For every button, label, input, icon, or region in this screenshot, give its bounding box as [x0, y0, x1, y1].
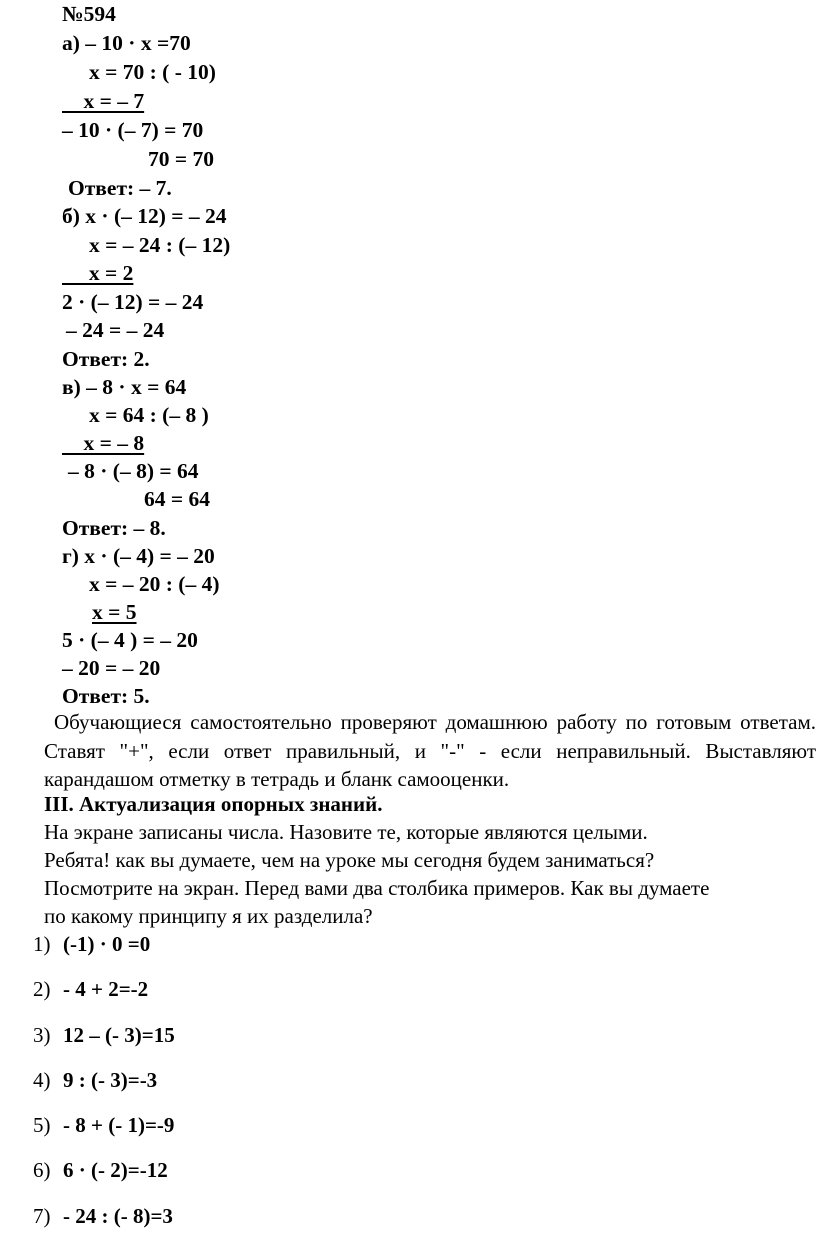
part-b-check-result: – 24 = – 24: [66, 318, 165, 342]
example-item: [33, 1111, 174, 1139]
example-number: 6): [33, 1158, 51, 1182]
part-v-check: – 8 · (– 8) = 64: [68, 459, 199, 483]
example-expression: - 8 + (- 1)=-9: [63, 1113, 175, 1137]
example-number: 5): [33, 1113, 51, 1137]
part-g-solution: х = 5: [92, 600, 137, 624]
example-number: 1): [33, 932, 51, 956]
numbers-task-text: На экране записаны числа. Назовите те, которые являются целыми.: [44, 820, 648, 844]
example-item: [33, 975, 148, 1003]
part-a-step: х = 70 : ( - 10): [89, 60, 216, 84]
screen-instruction-line-2: по какому принципу я их разделила?: [44, 904, 373, 928]
part-a-answer: Ответ: – 7.: [68, 176, 172, 200]
example-expression: 6 · (- 2)=-12: [63, 1158, 168, 1182]
lesson-question-text: Ребята! как вы думаете, чем на уроке мы сегодня будем заниматься?: [44, 848, 655, 872]
example-expression: - 4 + 2=-2: [63, 977, 149, 1001]
example-item: [33, 1021, 175, 1049]
part-g-check-result: – 20 = – 20: [62, 656, 161, 680]
part-b-check: 2 · (– 12) = – 24: [62, 290, 204, 314]
screen-instruction-line-1: Посмотрите на экран. Перед вами два столбика примеров. Как вы думаете: [44, 876, 710, 900]
part-v-check-result: 64 = 64: [144, 487, 211, 511]
part-b-answer: Ответ: 2.: [62, 347, 150, 371]
part-a-check-result: 70 = 70: [148, 147, 215, 171]
example-item: [33, 1202, 173, 1230]
example-number: 3): [33, 1023, 51, 1047]
example-expression: 12 – (- 3)=15: [63, 1023, 175, 1047]
part-b-step: х = – 24 : (– 12): [89, 233, 231, 257]
part-v-solution: х = – 8: [62, 431, 145, 455]
part-b-equation: б) х · (– 12) = – 24: [62, 204, 227, 228]
example-expression: 9 : (- 3)=-3: [63, 1068, 158, 1092]
part-a-solution: х = – 7: [62, 89, 145, 113]
example-number: 7): [33, 1204, 51, 1228]
example-item: [33, 1156, 168, 1184]
part-v-equation: в) – 8 · х = 64: [62, 375, 187, 399]
part-g-answer: Ответ: 5.: [62, 684, 150, 708]
part-a-check: – 10 · (– 7) = 70: [62, 118, 204, 142]
example-expression: (-1) · 0 =0: [63, 932, 151, 956]
part-g-step: х = – 20 : (– 4): [89, 572, 220, 596]
part-g-equation: г) х · (– 4) = – 20: [62, 544, 215, 568]
section-heading: III. Актуализация опорных знаний.: [44, 792, 383, 816]
part-v-step: х = 64 : (– 8 ): [89, 403, 209, 427]
part-v-answer: Ответ: – 8.: [62, 516, 166, 540]
part-a-equation: а) – 10 · х =70: [62, 31, 191, 55]
problem-number: №594: [62, 2, 116, 26]
example-item: [33, 930, 150, 958]
part-b-solution: х = 2: [62, 261, 134, 285]
example-item: [33, 1066, 157, 1094]
example-expression: - 24 : (- 8)=3: [63, 1204, 173, 1228]
homework-check-paragraph: Обучающиеся самостоятельно проверяют домашнюю работу по готовым ответам. Ставят "+", если ответ правильный, и "-" - если неправильный. Выставляют карандашом отметку в тетрадь и бланк самооценки.: [44, 710, 816, 792]
example-number: 2): [33, 977, 51, 1001]
part-g-check: 5 · (– 4 ) = – 20: [62, 628, 198, 652]
example-number: 4): [33, 1068, 51, 1092]
